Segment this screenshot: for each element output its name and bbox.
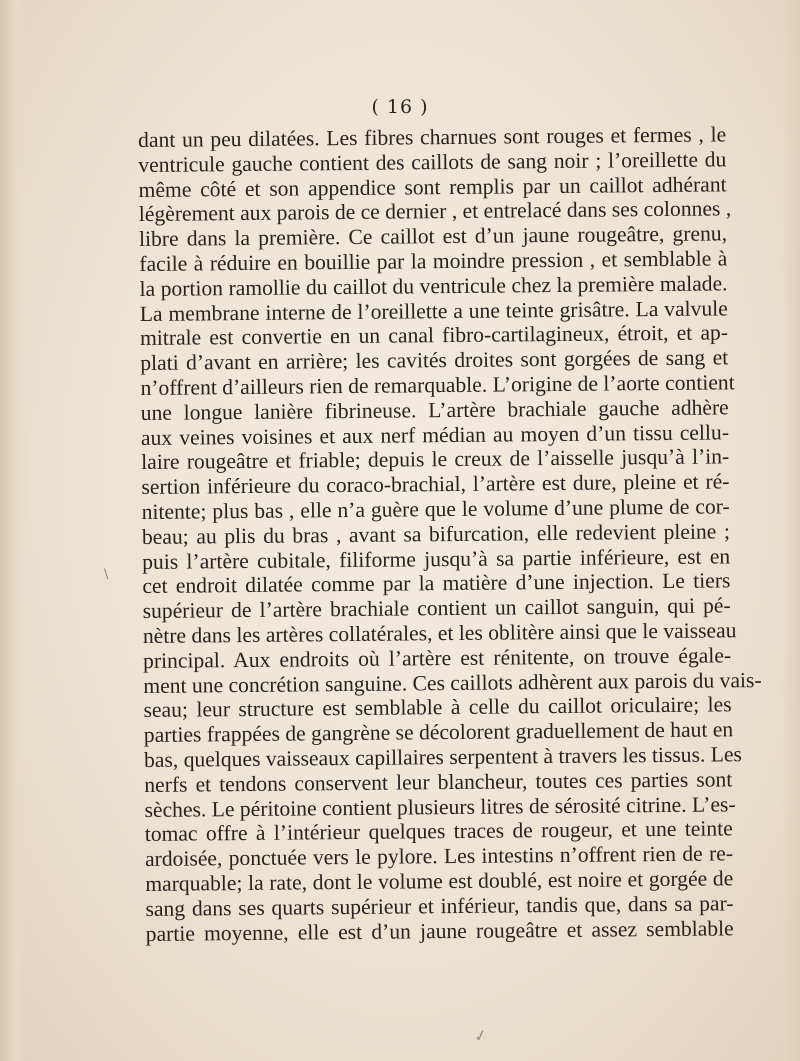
text-line: ardoisée, ponctuée vers le pylore. Les intestins n’offrent rien de re- (144, 841, 734, 872)
page-binding-shadow (0, 0, 26, 1061)
text-line: puis l’artère cubitale, filiforme jusqu’à sa partie inférieure, est en (142, 543, 731, 574)
text-line: nerfs et tendons conservent leur blancheur, toutes ces parties sont (144, 767, 733, 797)
text-line: ment une concrétion sanguine. Ces caillots adhèrent aux parois du vais- (143, 667, 762, 698)
page-edge-shadow (782, 0, 800, 1061)
text-line: nètre dans les artères collatérales, et les oblitère ainsi que le vaisseau (142, 618, 737, 648)
text-line: dant un peu dilatées. Les fibres charnues sont rouges et fermes , le (138, 122, 727, 152)
text-line: la portion ramollie du caillot du ventricule chez la première malade. (139, 271, 728, 301)
text-line: sèches. Le péritoine contient plusieurs litres de sérosité citrine. L’es- (144, 791, 736, 822)
text-line: libre dans la première. Ce caillot est d’un jaune rougeâtre, grenu, (138, 221, 728, 252)
text-line: cet endroit dilatée comme par la matière d’une injection. Le tiers (142, 568, 731, 599)
text-line: facile à réduire en bouillie par la moindre pression , et semblable à (139, 246, 728, 276)
text-line: tomac offre à l’intérieur quelques traces de rougeur, et une teinte (144, 816, 733, 847)
text-line: plati d’avant en arrière; les cavités droites sont gorgées de sang et (140, 345, 729, 376)
margin-pencil-mark: \ (104, 567, 109, 582)
page-number: ( 16 ) (371, 96, 429, 118)
text-line: seau; leur structure est semblable à celle du caillot oriculaire; les (143, 692, 732, 723)
text-line: aux veines voisines et aux nerf médian au moyen d’un tissu cellu- (140, 419, 730, 450)
text-line: bas, quelques vaisseaux capillaires serpentent à travers les tissus. Les (143, 742, 743, 772)
text-line: une longue lanière fibrineuse. L’artère brachiale gauche adhère (140, 395, 729, 425)
text-line: même côté et son appendice sont remplis par un caillot adhérant (138, 171, 727, 202)
text-line: légèrement aux parois de ce dernier , et entrelacé dans ses colonnes , (138, 196, 732, 227)
text-line: partie moyenne, elle est d’un jaune rougeâtre et assez semblable (145, 915, 734, 946)
text-line: sang dans ses quarts supérieur et inférieur, tandis que, dans sa par- (145, 891, 734, 921)
text-line: laire rougeâtre et friable; depuis le creux de l’aisselle jusqu’à l’in- (141, 444, 730, 475)
body-text (138, 122, 762, 946)
text-line: beau; au plis du bras , avant sa bifurcation, elle redevient pleine ; (141, 519, 731, 549)
text-line: n’offrent d’ailleurs rien de remarquable. L’origine de l’aorte contient (140, 370, 735, 400)
text-line: ventricule gauche contient des caillots de sang noir ; l’oreillette du (138, 147, 727, 177)
text-line: La membrane interne de l’oreillette a une teinte grisâtre. La valvule (139, 295, 728, 326)
text-line: sertion inférieure du coraco-brachial, l’artère est dure, pleine et ré- (141, 469, 730, 500)
text-line: nitente; plus bas , elle n’a guère que le volume d’une plume de cor- (141, 494, 730, 524)
pencil-checkmark: ✓ (472, 1024, 490, 1047)
text-line: supérieur de l’artère brachiale contient un caillot sanguin, qui pé- (142, 593, 731, 624)
text-line: parties frappées de gangrène se décolorent graduellement de haut en (143, 717, 734, 748)
text-line: marquable; la rate, dont le volume est doublé, est noire et gorgée de (145, 866, 734, 896)
text-line: principal. Aux endroits où l’artère est rénitente, on trouve égale- (142, 643, 732, 673)
text-line: mitrale est convertie en un canal fibro-cartilagineux, étroit, et ap- (139, 320, 729, 351)
